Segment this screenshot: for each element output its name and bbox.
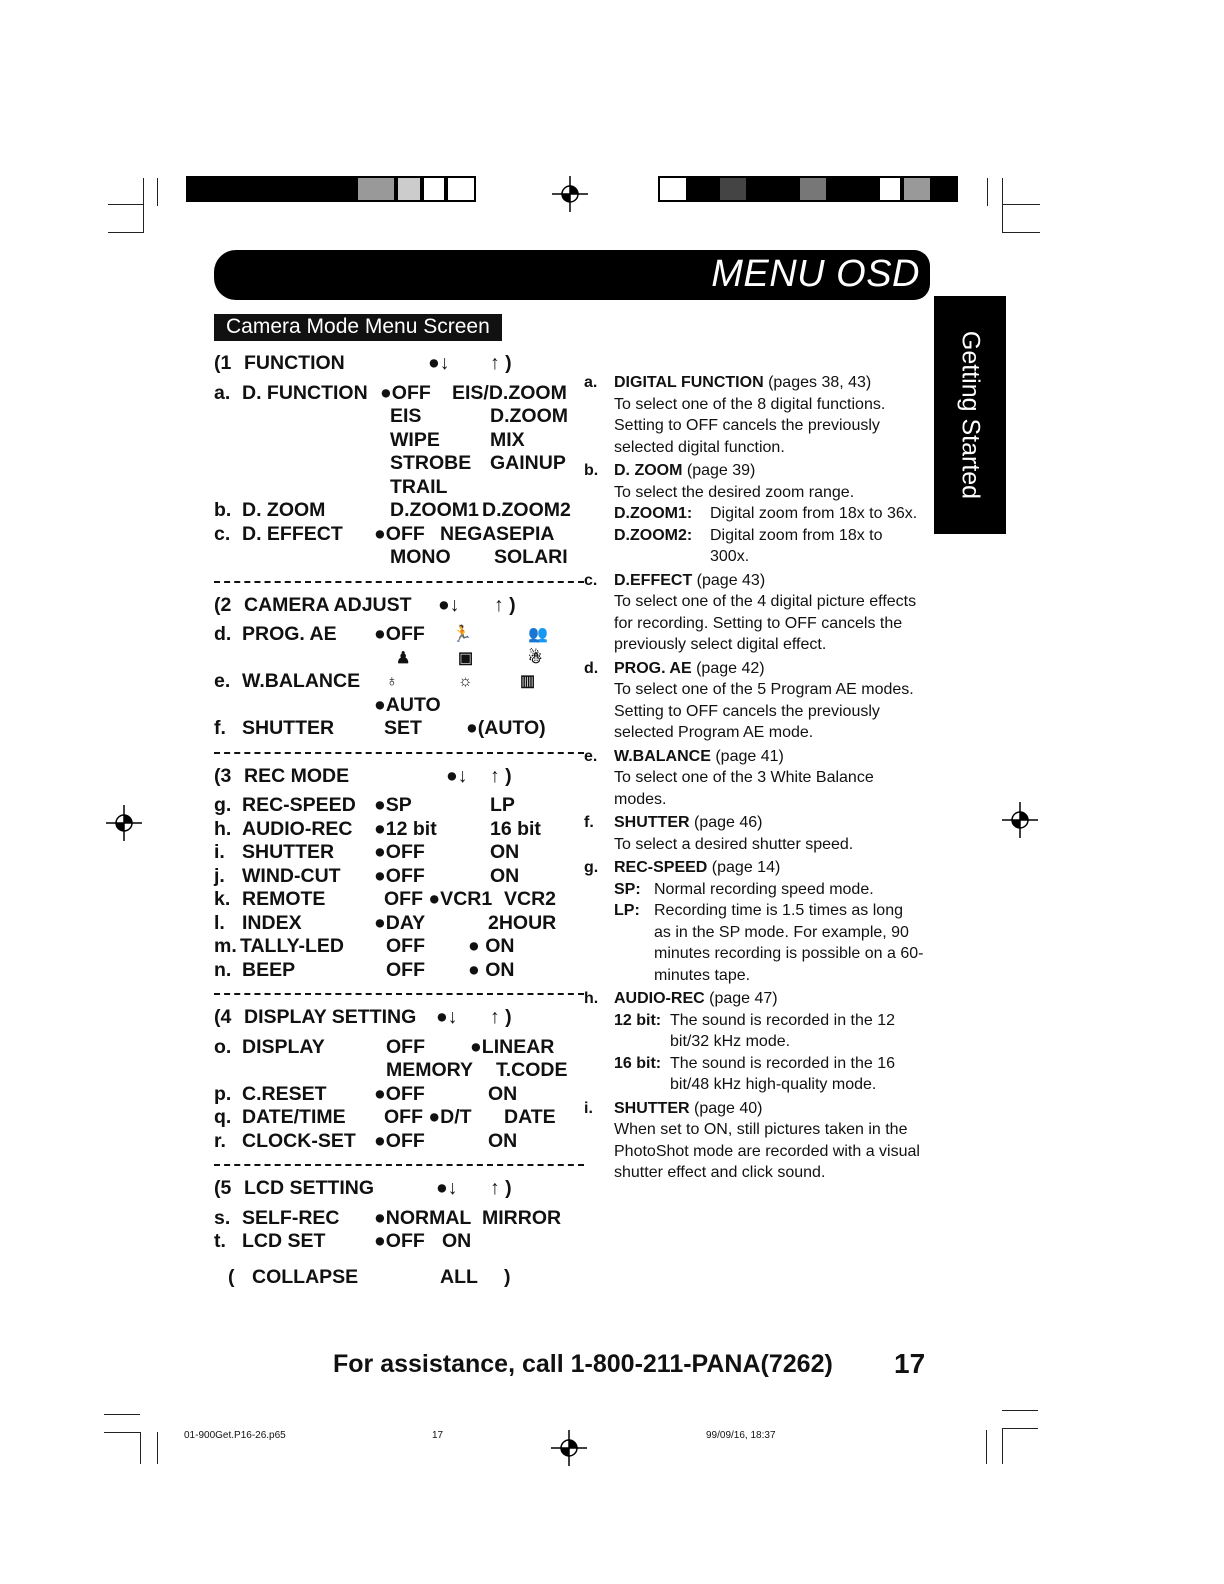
group-number: (3 [214,764,232,787]
nav-down-icon: ●↓ [428,352,450,374]
item-name: SHUTTER [242,717,335,739]
desc-title: AUDIO-REC [614,990,705,1007]
menu-item [214,959,584,983]
desc-item [584,372,924,458]
item-option: ●NORMAL [374,1206,472,1229]
desc-letter: a. [584,374,598,391]
item-option: OFF ●VCR1 [384,888,493,910]
item-option: ●OFF [374,1082,425,1105]
item-option: SET [384,717,422,739]
menu-group-header [214,1177,584,1201]
menu-item [214,546,584,570]
desc-ref: (page 46) [689,814,763,831]
item-option: GAINUP [490,452,566,474]
desc-title: REC-SPEED [614,859,708,876]
item-option: ON [490,864,520,887]
desc-value: Digital zoom from 18x to 300x. [710,526,883,565]
item-name: DATE/TIME [242,1106,346,1128]
section-label: Camera Mode Menu Screen [214,314,502,341]
desc-title: D. ZOOM [614,462,683,479]
desc-item [584,460,924,568]
menu-item [214,429,584,453]
nav-up-icon: ↑ ) [490,764,512,787]
registration-target-icon [551,1430,587,1466]
group-title: FUNCTION [244,352,345,374]
desc-key: 12 bit: [614,1011,662,1029]
description-column [584,372,924,1186]
item-name: C.RESET [242,1082,327,1105]
surf-snow-mode-icon: ☃ [528,649,543,667]
registration-bar-right [658,176,958,202]
group-title: REC MODE [244,764,350,787]
timestamp: 99/09/16, 18:37 [706,1430,776,1441]
item-option: ON [442,1230,472,1252]
page-title: MENU OSD [711,253,920,295]
item-name: AUDIO-REC [242,817,353,840]
item-option: ●LINEAR [470,1035,555,1058]
desc-title: SHUTTER [614,814,690,831]
desc-item [584,988,924,1096]
item-option: ON [488,1082,518,1105]
item-letter: n. [214,958,232,981]
desc-title: PROG. AE [614,659,692,677]
header-banner [214,250,930,300]
menu-item [214,1036,584,1060]
item-option: 2HOUR [488,911,557,934]
item-name: D. ZOOM [242,499,326,521]
item-name: WIND-CUT [242,864,341,887]
desc-body: When set to ON, still pictures taken in the PhotoShot mode are recorded with a visual shutter effect and click sound. [614,1121,920,1181]
indoor-light-icon: ♁ [386,673,398,690]
desc-body: To select one of the 4 digital picture effects for recording. Setting to OFF cancels the previously select digital effect. [614,593,917,653]
item-option: D.ZOOM1 [390,499,479,521]
registration-target-icon [106,805,142,841]
file-name: 01-900Get.P16-26.p65 [184,1430,286,1441]
item-option: ●(AUTO) [466,717,546,739]
menu-group-header [214,594,584,618]
item-option: ●12 bit [374,817,437,840]
item-name: TALLY-LED [240,935,345,957]
desc-key: LP: [614,902,640,919]
menu-item [214,623,584,647]
nav-up-icon: ↑ ) [490,1006,512,1028]
desc-key: D.ZOOM1: [614,505,693,522]
menu-item [214,1230,584,1254]
item-option: ●OFF [380,381,431,404]
menu-item [214,794,584,818]
menu-item [214,1083,584,1107]
item-option: ●DAY [374,911,426,934]
crop-mark [108,204,144,205]
page-number: 17 [894,1348,926,1379]
menu-item [214,523,584,547]
desc-body: To select the desired zoom range. [614,483,855,501]
item-name: REC-SPEED [242,794,356,816]
desc-ref: (page 43) [692,571,766,589]
nav-up-icon: ↑ ) [490,1177,512,1199]
desc-body: To select one of the 8 digital functions. Setting to OFF cancels the previously selected digital function. [614,395,886,456]
fluorescent-icon: ▥ [520,673,536,690]
desc-body: To select one of the 5 Program AE modes. Setting to OFF cancels the previously selected Program AE mode. [614,681,914,741]
group-number: (4 [214,1006,232,1028]
sports-mode-icon: 🏃 [452,626,472,643]
item-name: INDEX [242,911,302,934]
item-letter: p. [214,1082,232,1105]
crop-mark [1002,1410,1038,1411]
item-option: ●OFF [374,864,425,887]
item-option: T.CODE [496,1059,568,1081]
item-option: OFF [386,958,425,981]
item-option: 16 bit [490,817,541,840]
item-name: D. EFFECT [242,522,343,545]
spotlight-mode-icon: ♟ [396,649,411,667]
menu-group-header [214,765,584,789]
menu-item [214,476,584,500]
desc-item [584,746,924,811]
group-title: DISPLAY SETTING [244,1006,417,1028]
group-number: (5 [214,1177,232,1199]
registration-bar-left [186,176,476,202]
menu-item [214,382,584,406]
item-letter: c. [214,522,231,545]
side-tab [934,296,1006,534]
item-option: ON [490,841,520,863]
collapse-open: ( [228,1265,235,1288]
registration-target-icon [1002,802,1038,838]
desc-item [584,1098,924,1184]
menu-item [214,452,584,476]
small-page-number: 17 [432,1430,444,1441]
item-option: EIS/D.ZOOM [452,381,567,404]
item-option: ●SP [374,794,412,816]
item-option: MIX [490,428,525,451]
menu-item [214,717,584,741]
desc-item [584,857,924,986]
side-tab-label: Getting Started [956,330,985,500]
menu-item [214,694,584,718]
divider [214,741,584,761]
item-letter: a. [214,381,231,404]
item-letter: q. [214,1106,232,1128]
nav-down-icon: ●↓ [436,1006,458,1028]
item-option: SOLARI [494,546,568,568]
desc-ref: (page 47) [704,990,778,1007]
item-name: REMOTE [242,888,326,910]
item-option: MEMORY [386,1059,474,1081]
crop-mark [143,178,144,232]
desc-title: DIGITAL FUNCTION [614,374,764,391]
desc-value: The sound is recorded in the 12 bit/32 kHz mode. [670,1011,896,1050]
desc-ref: (page 42) [691,659,765,677]
item-option: ●OFF [374,1129,425,1152]
divider [214,570,584,590]
crop-mark [104,1432,140,1433]
item-letter: i. [214,841,225,863]
menu-group-header [214,1006,584,1030]
item-option: LP [490,794,515,816]
menu-item [214,841,584,865]
desc-title: W.BALANCE [614,747,711,765]
crop-mark [1002,1428,1003,1464]
item-letter: f. [214,717,226,739]
item-letter: h. [214,817,232,840]
item-option: DATE [504,1106,556,1128]
divider [214,982,584,1002]
item-letter: m. [214,935,237,957]
crop-mark [104,1414,140,1415]
divider [214,1153,584,1173]
crop-mark [157,178,158,206]
item-option: ● ON [468,935,515,957]
item-option: ON [488,1129,518,1152]
menu-item [214,818,584,842]
desc-letter: d. [584,659,599,677]
item-option: ●OFF [374,623,425,645]
item-option: ●OFF [374,1230,425,1252]
desc-ref: (page 14) [707,859,781,876]
item-option: D.ZOOM2 [482,499,571,521]
item-letter: k. [214,888,231,910]
desc-ref: (page 41) [710,747,784,765]
desc-title: SHUTTER [614,1099,690,1117]
menu-item [214,1059,584,1083]
desc-body: To select a desired shutter speed. [614,835,854,853]
desc-ref: (page 40) [689,1099,763,1117]
menu-item [214,912,584,936]
collapse-row [214,1266,584,1290]
item-option: EIS [390,405,422,427]
item-option: ●AUTO [374,693,441,716]
outdoor-sun-icon: ☼ [458,673,473,690]
item-letter: l. [214,911,225,934]
item-option: VCR2 [504,888,557,910]
menu-item [214,888,584,912]
item-name: W.BALANCE [242,670,361,692]
crop-mark [140,1432,141,1464]
desc-item [584,812,924,855]
item-letter: j. [214,864,225,887]
crop-mark [1002,178,1003,232]
item-option: NEGA [440,522,497,545]
item-option: STROBE [390,452,472,474]
desc-value: The sound is recorded in the 16 bit/48 kHz high-quality mode. [670,1054,896,1093]
desc-ref: (pages 38, 43) [763,374,872,391]
crop-mark [1002,204,1040,205]
menu-item [214,499,584,523]
item-option: ●OFF [374,841,425,863]
menu-item [214,1106,584,1130]
collapse-all: ALL [440,1265,478,1288]
desc-key: SP: [614,880,641,898]
item-name: LCD SET [242,1230,326,1252]
desc-title: D.EFFECT [614,571,693,589]
item-option: ● ON [468,958,515,981]
desc-letter: e. [584,747,598,765]
nav-down-icon: ●↓ [438,593,460,616]
desc-key: 16 bit: [614,1054,662,1072]
group-number: (1 [214,352,232,374]
nav-up-icon: ↑ ) [494,593,516,616]
group-title: LCD SETTING [244,1177,374,1199]
menu-listing [214,352,584,1289]
item-option: TRAIL [390,475,448,498]
assistance-line: For assistance, call 1-800-211-PANA(7262) [333,1350,833,1378]
item-option: D.ZOOM [490,405,568,427]
collapse-close: ) [504,1265,511,1288]
item-option: ●OFF [374,522,425,545]
portrait-mode-icon: 👥 [528,626,548,643]
desc-letter: b. [584,462,599,479]
item-name: BEEP [242,958,296,981]
item-option: WIPE [390,428,440,451]
item-option: OFF ●D/T [384,1106,472,1128]
crop-mark [987,178,988,206]
menu-item [214,865,584,889]
crop-mark [108,232,144,233]
nav-down-icon: ●↓ [446,764,468,787]
item-option: MIRROR [482,1206,562,1229]
item-letter: e. [214,670,231,692]
item-name: DISPLAY [242,1035,325,1058]
registration-target-icon [552,176,588,212]
item-letter: o. [214,1035,232,1058]
desc-letter: g. [584,859,599,876]
desc-letter: c. [584,571,598,589]
desc-value: Normal recording speed mode. [654,880,874,898]
menu-group-header [214,352,584,376]
crop-mark [157,1432,158,1464]
item-name: SELF-REC [242,1206,340,1229]
item-option: SEPIA [496,522,555,545]
group-number: (2 [214,593,232,616]
item-name: PROG. AE [242,623,337,645]
menu-item [214,1130,584,1154]
desc-key: D.ZOOM2: [614,526,693,544]
desc-ref: (page 39) [682,462,756,479]
item-name: D. FUNCTION [242,381,368,404]
item-letter: b. [214,499,232,521]
item-letter: t. [214,1230,226,1252]
item-option: OFF [386,1035,425,1058]
desc-letter: f. [584,814,594,831]
item-name: SHUTTER [242,841,335,863]
nav-up-icon: ↑ ) [490,352,512,374]
desc-letter: i. [584,1099,593,1117]
item-option: OFF [386,935,425,957]
menu-item [214,647,584,671]
item-letter: r. [214,1129,226,1152]
menu-item [214,1207,584,1231]
crop-mark [1002,232,1040,233]
item-letter: d. [214,623,232,645]
menu-item [214,405,584,429]
group-title: CAMERA ADJUST [244,593,412,616]
desc-item [584,658,924,744]
collapse-label: COLLAPSE [252,1265,359,1288]
menu-item [214,935,584,959]
desc-body: To select one of the 3 White Balance modes. [614,769,874,808]
desc-value: Recording time is 1.5 times as long as in the SP mode. For example, 90 minutes recording is possible on a 60-minutes tape. [654,902,924,984]
item-letter: g. [214,794,232,816]
item-letter: s. [214,1206,231,1229]
item-name: CLOCK-SET [242,1129,356,1152]
low-light-mode-icon: ▣ [458,649,474,667]
desc-letter: h. [584,990,599,1007]
menu-item [214,670,584,694]
item-option: MONO [390,546,451,568]
desc-item [584,570,924,656]
desc-value: Digital zoom from 18x to 36x. [710,505,918,522]
nav-down-icon: ●↓ [436,1177,458,1199]
crop-mark [1002,1428,1038,1429]
crop-mark [986,1430,987,1464]
